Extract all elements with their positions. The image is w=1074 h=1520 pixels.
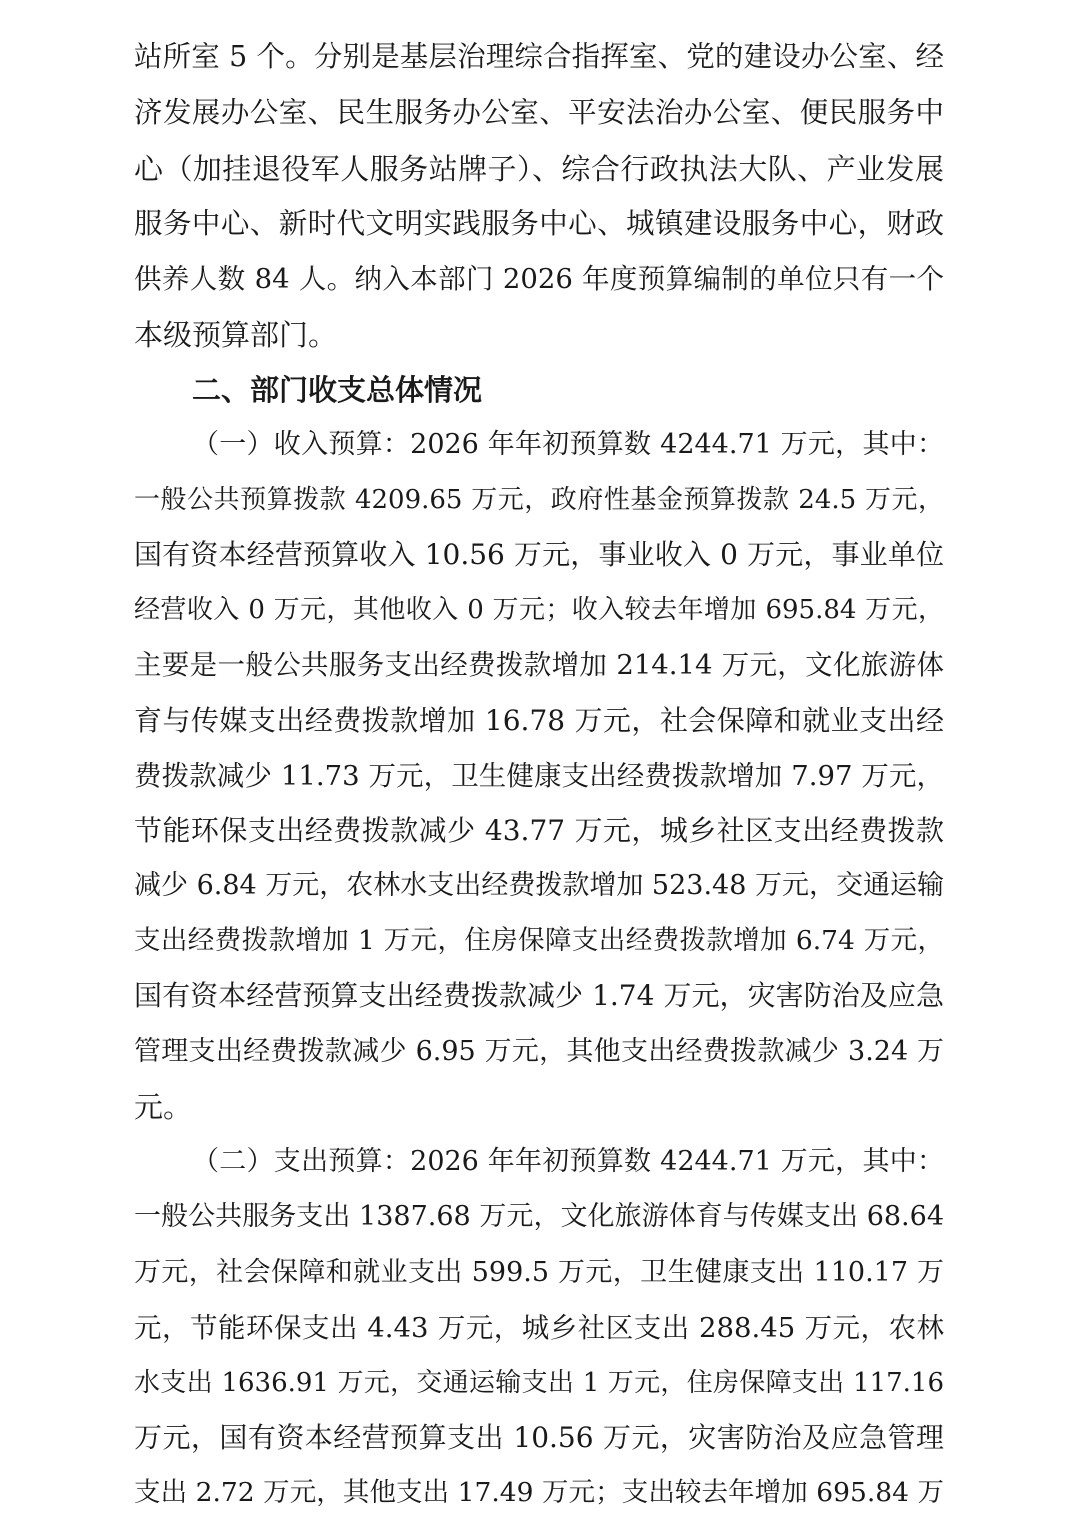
income-line: 管理支出经费拨款减少 6.95 万元，其他支出经费拨款减少 3.24 万 <box>134 1036 944 1067</box>
paragraph-1-line: 服务中心、新时代文明实践服务中心、城镇建设服务中心，财政 <box>134 207 944 240</box>
income-line: 节能环保支出经费拨款减少 43.77 万元，城乡社区支出经费拨款 <box>134 814 944 847</box>
paragraph-1-line: 济发展办公室、民生服务办公室、平安法治办公室、便民服务中 <box>134 96 944 129</box>
paragraph-1-line: 本级预算部门。 <box>134 318 338 352</box>
expenditure-line: 一般公共服务支出 1387.68 万元，文化旅游体育与传媒支出 68.64 <box>134 1201 944 1232</box>
expenditure-line: 万元，国有资本经营预算支出 10.56 万元，灾害防治及应急管理 <box>134 1421 944 1454</box>
expenditure-line: 万元，社会保障和就业支出 599.5 万元，卫生健康支出 110.17 万 <box>134 1257 944 1288</box>
income-line: 减少 6.84 万元，农林水支出经费拨款增加 523.48 万元，交通运输 <box>134 870 944 901</box>
paragraph-1-line: 供养人数 84 人。纳入本部门 2026 年度预算编制的单位只有一个 <box>134 263 944 295</box>
income-line: 育与传媒支出经费拨款增加 16.78 万元，社会保障和就业支出经 <box>134 704 944 737</box>
income-line: 元。 <box>134 1090 193 1124</box>
paragraph-1-line: 站所室 5 个。分别是基层治理综合指挥室、党的建设办公室、经 <box>134 40 944 73</box>
expenditure-line: 元，节能环保支出 4.43 万元，城乡社区支出 288.45 万元，农林 <box>134 1312 944 1344</box>
income-line: 费拨款减少 11.73 万元，卫生健康支出经费拨款增加 7.97 万元， <box>134 760 944 792</box>
expenditure-line: （二）支出预算：2026 年年初预算数 4244.71 万元，其中： <box>192 1146 944 1177</box>
income-line: 国有资本经营预算收入 10.56 万元，事业收入 0 万元，事业单位 <box>134 538 944 571</box>
income-line: 主要是一般公共服务支出经费拨款增加 214.14 万元，文化旅游体 <box>134 649 944 681</box>
income-line: 支出经费拨款增加 1 万元，住房保障支出经费拨款增加 6.74 万元， <box>134 925 944 956</box>
income-line: 国有资本经营预算支出经费拨款减少 1.74 万元，灾害防治及应急 <box>134 979 944 1012</box>
income-line: 一般公共预算拨款 4209.65 万元，政府性基金预算拨款 24.5 万元， <box>134 485 944 515</box>
expenditure-line: 支出 2.72 万元，其他支出 17.49 万元；支出较去年增加 695.84 万 <box>134 1477 944 1508</box>
income-line: （一）收入预算：2026 年年初预算数 4244.71 万元，其中： <box>192 429 944 460</box>
income-line: 经营收入 0 万元，其他收入 0 万元；收入较去年增加 695.84 万元， <box>134 595 944 625</box>
expenditure-line: 水支出 1636.91 万元，交通运输支出 1 万元，住房保障支出 117.16 <box>134 1368 944 1398</box>
section-heading: 二、部门收支总体情况 <box>192 373 483 407</box>
paragraph-1-line: 心（加挂退役军人服务站牌子）、综合行政执法大队、产业发展 <box>134 152 944 186</box>
